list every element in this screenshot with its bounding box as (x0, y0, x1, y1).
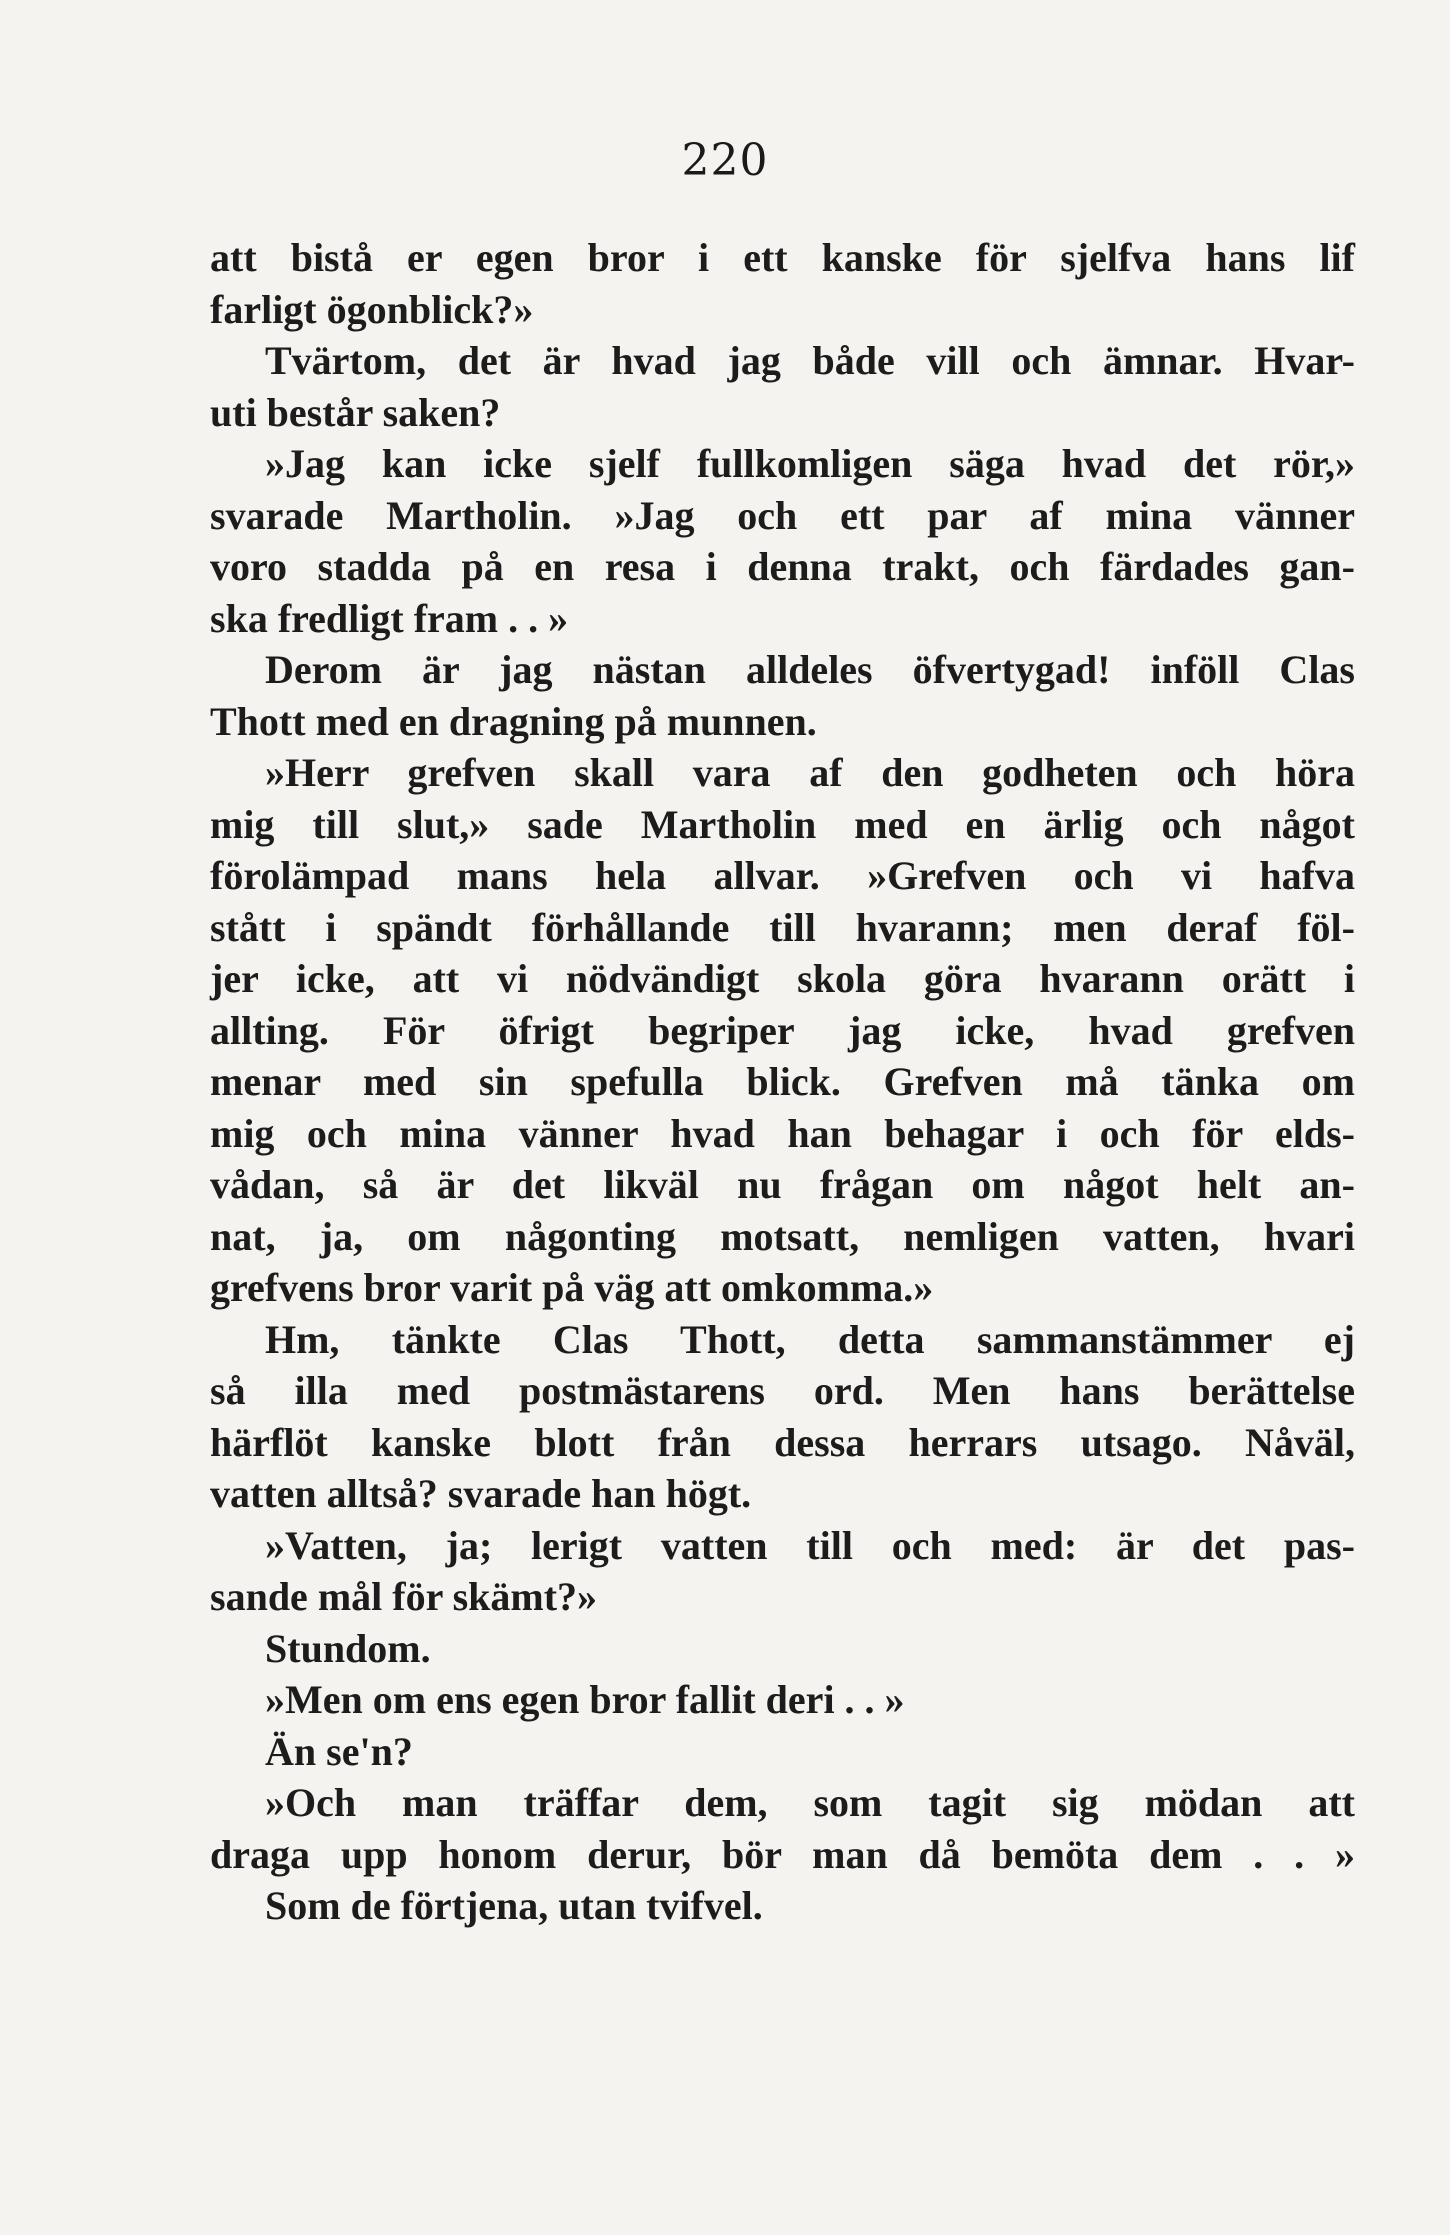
text-line: härflöt kanske blott från dessa herrars utsago. Nåväl, (210, 1419, 1355, 1465)
text-line: Stundom. (265, 1625, 431, 1671)
text-line: förolämpad mans hela allvar. »Grefven och vi hafva (210, 853, 1355, 898)
text-line: Än se'n? (265, 1728, 413, 1774)
text-line: mig och mina vänner hvad han behagar i och för elds- (210, 1110, 1355, 1156)
text-line: svarade Martholin. »Jag och ett par af mina vänner (210, 492, 1355, 538)
text-line: »Vatten, ja; lerigt vatten till och med: är det pas- (265, 1522, 1355, 1568)
text-line: vatten alltså? svarade han högt. (210, 1471, 752, 1516)
text-line: draga upp honom derur, bör man då bemöta dem . . » (210, 1831, 1355, 1877)
text-line: nat, ja, om någonting motsatt, nemligen vatten, hvari (210, 1213, 1355, 1259)
text-line: allting. För öfrigt begriper jag icke, hvad grefven (210, 1007, 1355, 1053)
text-line: jer icke, att vi nödvändigt skola göra hvarann orätt i (210, 956, 1355, 1001)
text-line: Tvärtom, det är hvad jag både vill och ämnar. Hvar- (265, 338, 1355, 383)
text-line: farligt ögonblick?» (210, 286, 534, 332)
text-line: sande mål för skämt?» (210, 1574, 598, 1619)
text-line: ska fredligt fram . . » (210, 595, 569, 641)
text-line: Thott med en dragning på munnen. (210, 698, 817, 744)
text-line: att bistå er egen bror i ett kanske för sjelfva hans lif (210, 235, 1355, 280)
text-line: så illa med postmästarens ord. Men hans berättelse (210, 1368, 1355, 1413)
body-text (210, 232, 1355, 1932)
text-line: »Och man träffar dem, som tagit sig mödan att (265, 1780, 1355, 1825)
text-line: stått i spändt förhållande till hvarann; men deraf föl- (210, 904, 1355, 950)
text-line: »Herr grefven skall vara af den godheten och höra (265, 750, 1355, 795)
text-line: grefvens bror varit på väg att omkomma.» (210, 1265, 934, 1310)
text-line: uti består saken? (210, 389, 501, 435)
text-line: mig till slut,» sade Martholin med en ärlig och något (210, 801, 1355, 847)
text-line: »Men om ens egen bror fallit deri . . » (265, 1677, 905, 1722)
text-line: Som de förtjena, utan tvifvel. (265, 1883, 763, 1928)
text-line: Hm, tänkte Clas Thott, detta sammanstämmer ej (265, 1316, 1355, 1362)
text-line: voro stadda på en resa i denna trakt, och färdades gan- (210, 544, 1355, 589)
page-number: 220 (681, 135, 769, 186)
text-line: »Jag kan icke sjelf fullkomligen säga hvad det rör,» (265, 441, 1355, 486)
text-line: menar med sin spefulla blick. Grefven må tänka om (210, 1059, 1355, 1104)
text-line: Derom är jag nästan alldeles öfvertygad! inföll Clas (265, 647, 1355, 692)
text-line: vådan, så är det likväl nu frågan om något helt an- (210, 1162, 1355, 1207)
